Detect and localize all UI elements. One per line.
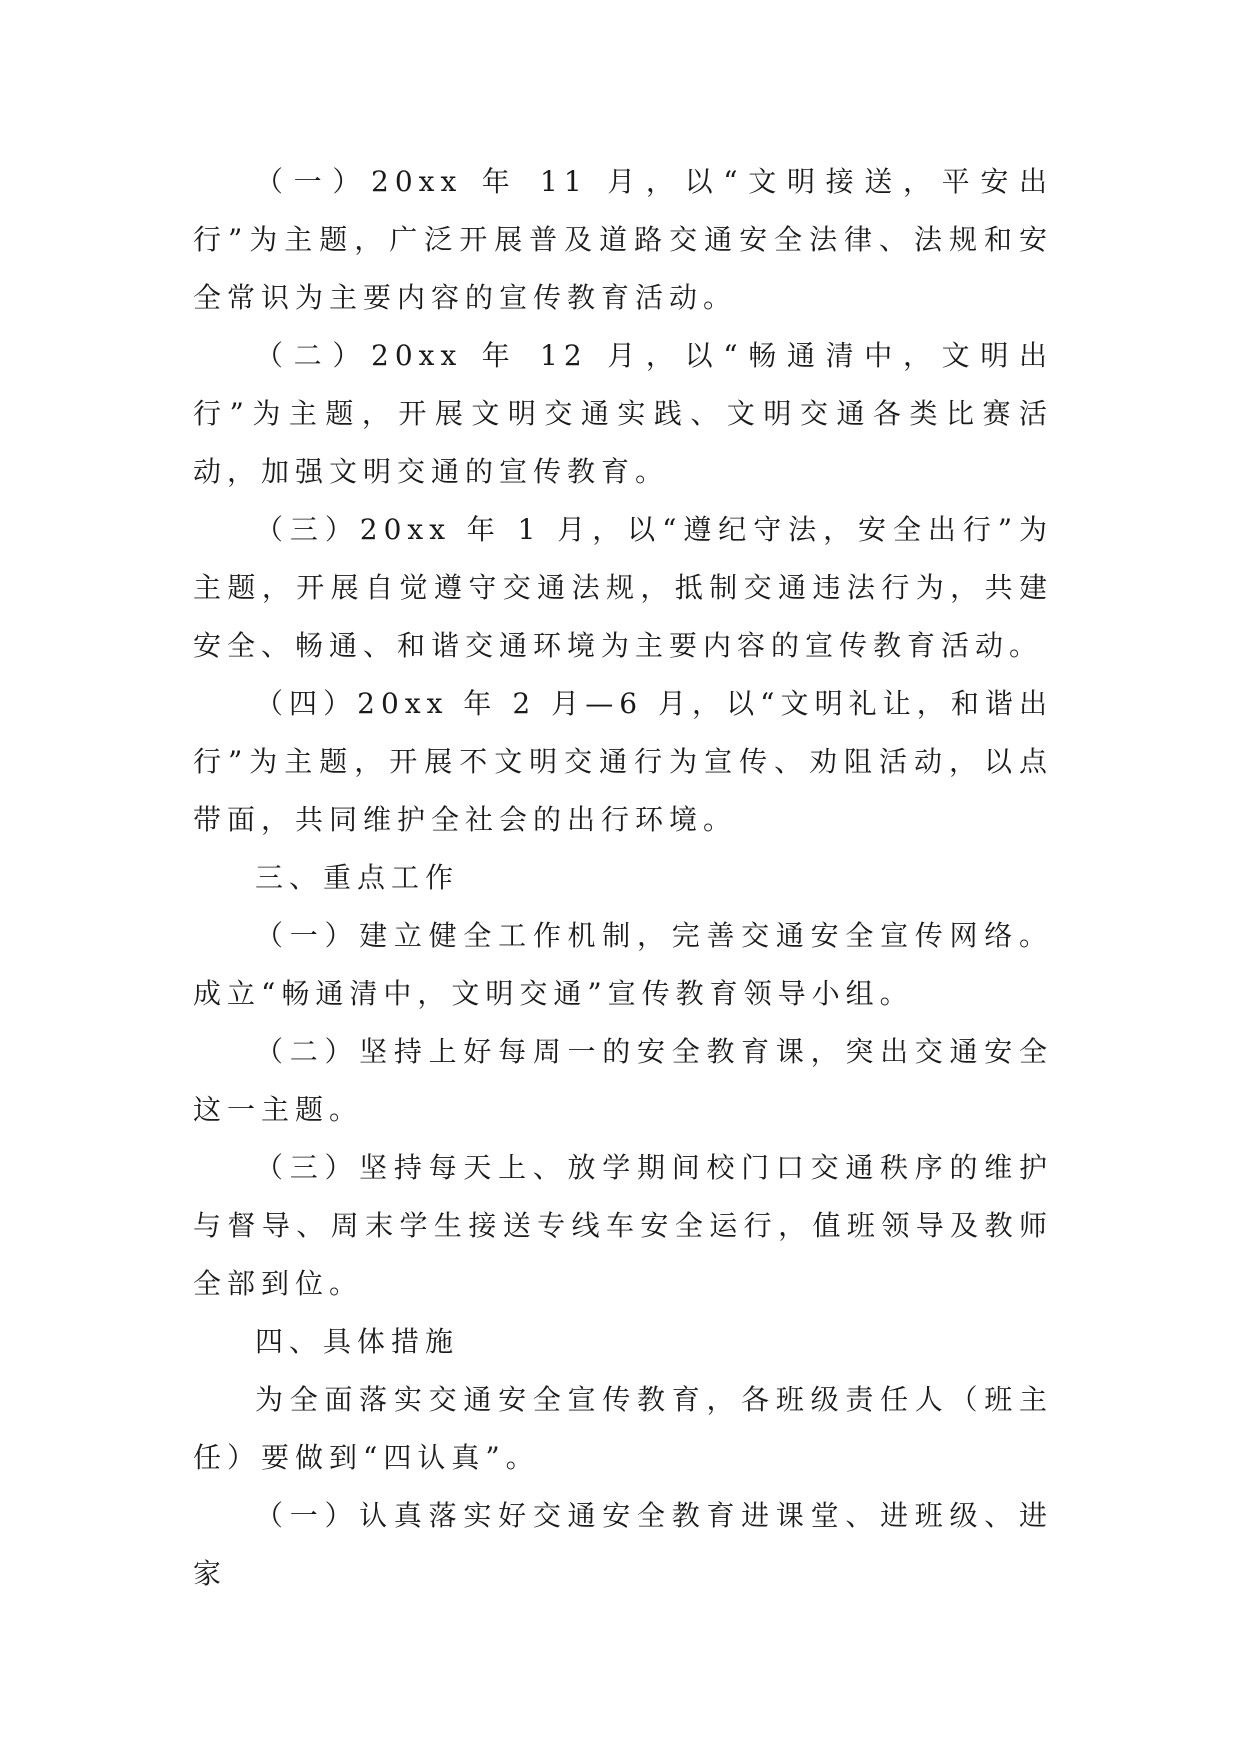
paragraph-key-work-2: （二）坚持上好每周一的安全教育课，突出交通安全这一主题。 bbox=[193, 1035, 1053, 1126]
paragraph-activity-december: （二）20xx 年 12 月，以“畅通清中，文明出行”为主题，开展文明交通实践、文明交通各类比赛活动，加强文明交通的宣传教育。 bbox=[193, 339, 1053, 488]
paragraph-measures-intro: 为全面落实交通安全宣传教育，各班级责任人（班主任）要做到“四认真”。 bbox=[193, 1383, 1053, 1474]
paragraph-key-work-1: （一）建立健全工作机制，完善交通安全宣传网络。成立“畅通清中，文明交通”宣传教育领导小组。 bbox=[193, 919, 1053, 1010]
section-heading-key-work: 三、重点工作 bbox=[255, 861, 460, 894]
paragraph-key-work-3: （三）坚持每天上、放学期间校门口交通秩序的维护与督导、周末学生接送专线车安全运行，值班领导及教师全部到位。 bbox=[193, 1151, 1053, 1300]
paragraph-activity-february-june: （四）20xx 年 2 月—6 月，以“文明礼让，和谐出行”为主题，开展不文明交通行为宣传、劝阻活动，以点带面，共同维护全社会的出行环境。 bbox=[193, 687, 1053, 836]
paragraph-measures-1: （一）认真落实好交通安全教育进课堂、进班级、进家 bbox=[193, 1499, 1053, 1590]
document-body bbox=[193, 153, 1053, 1603]
section-heading-measures: 四、具体措施 bbox=[255, 1325, 460, 1358]
paragraph-activity-january: （三）20xx 年 1 月，以“遵纪守法，安全出行”为主题，开展自觉遵守交通法规，抵制交通违法行为，共建安全、畅通、和谐交通环境为主要内容的宣传教育活动。 bbox=[193, 513, 1053, 662]
paragraph-activity-november: （一）20xx 年 11 月，以“文明接送，平安出行”为主题，广泛开展普及道路交通安全法律、法规和安全常识为主要内容的宣传教育活动。 bbox=[193, 165, 1053, 314]
